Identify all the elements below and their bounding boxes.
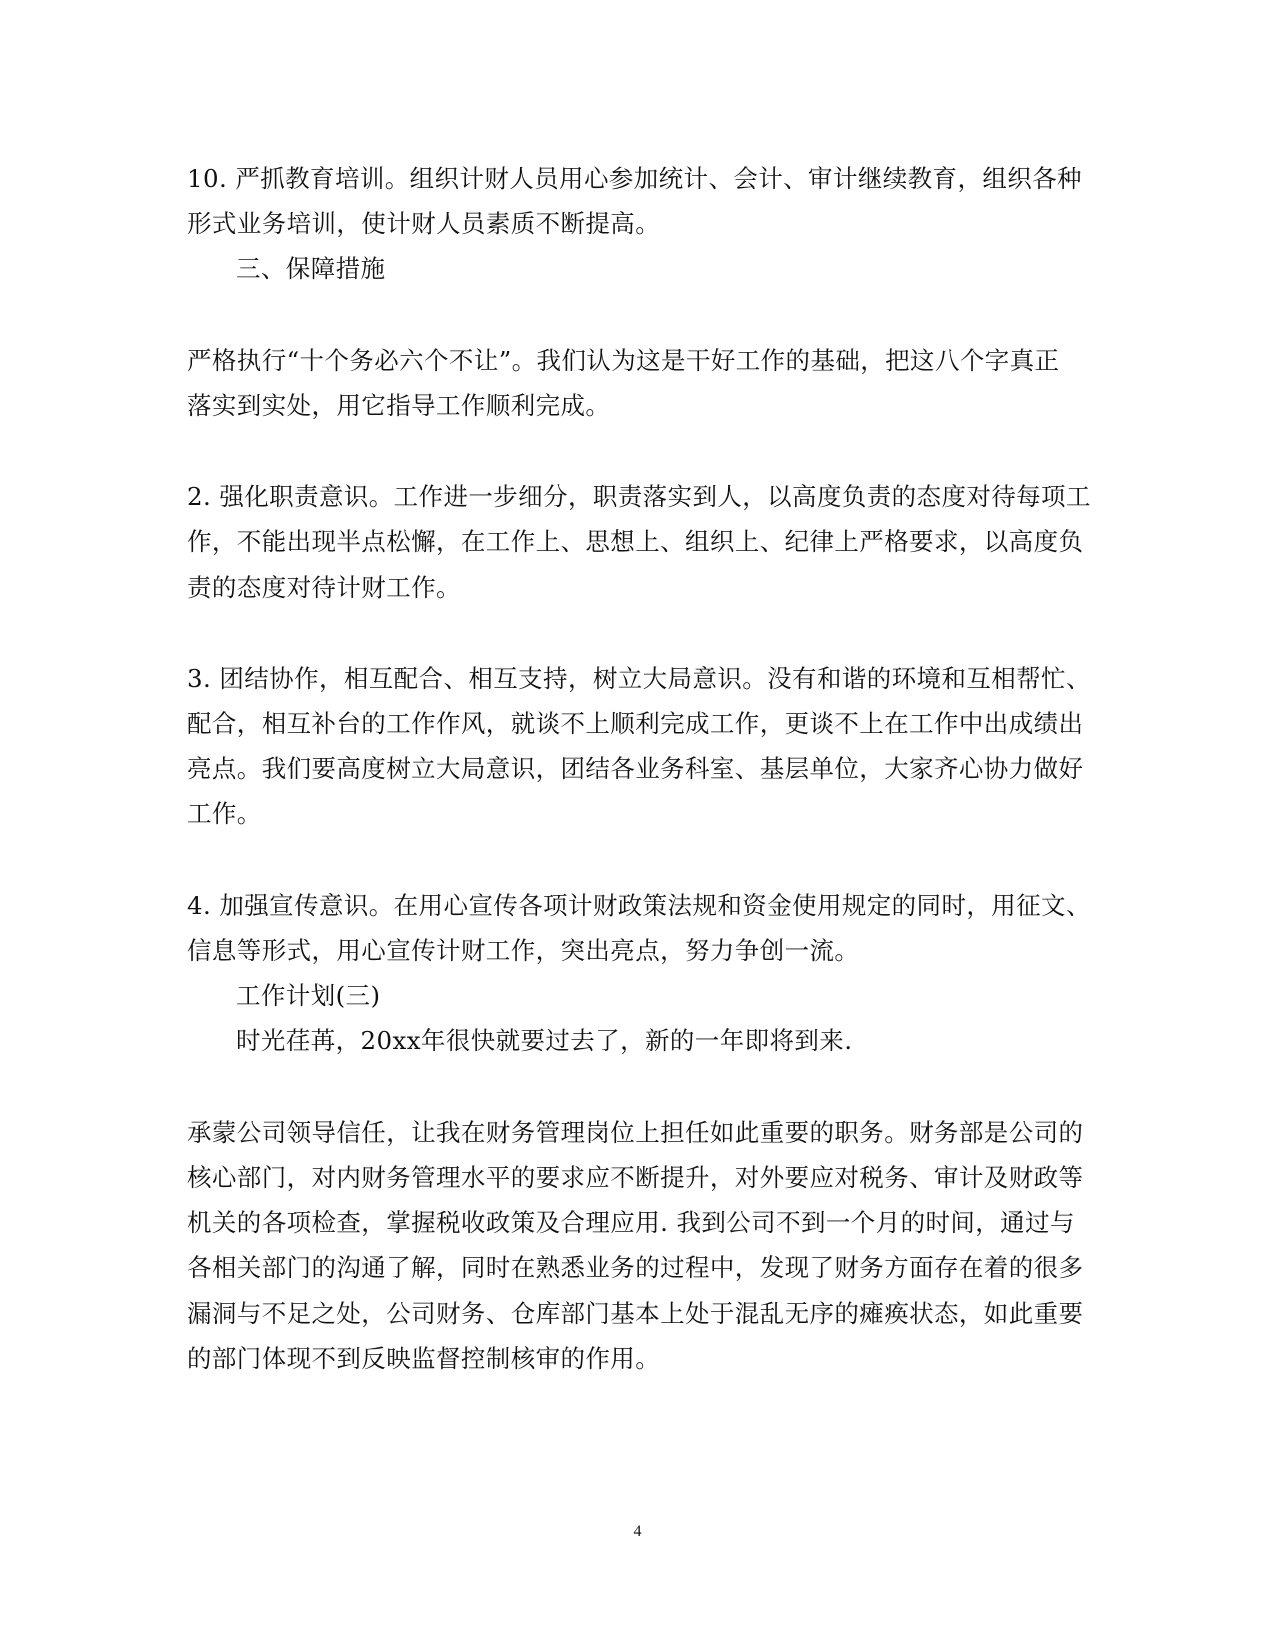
paragraph-3-line-1: 3. 团结协作，相互配合、相互支持，树立大局意识。没有和谐的环境和互相帮忙、 — [187, 664, 1091, 693]
paragraph-4-line-1: 4. 加强宣传意识。在用心宣传各项计财政策法规和资金使用规定的同时，用征文、 — [187, 891, 1091, 920]
section-heading-safeguards: 三、保障措施 — [236, 254, 386, 283]
paragraph-3-line-2: 配合，相互补台的工作作风，就谈不上顺利完成工作，更谈不上在工作中出成绩出 — [187, 709, 1084, 738]
paragraph-10-line-1: 10. 严抓教育培训。组织计财人员用心参加统计、会计、审计继续教育，组织各种 — [187, 164, 1082, 193]
work-plan-heading: 工作计划(三) — [236, 981, 381, 1010]
paragraph-2-line-2: 作，不能出现半点松懈，在工作上、思想上、组织上、纪律上严格要求，以高度负 — [187, 527, 1084, 556]
paragraph-5-line-3: 机关的各项检查，掌握税收政策及合理应用. 我到公司不到一个月的时间，通过与 — [187, 1208, 1075, 1237]
paragraph-4-line-2: 信息等形式，用心宣传计财工作，突出亮点，努力争创一流。 — [187, 936, 860, 965]
paragraph-5-line-2: 核心部门，对内财务管理水平的要求应不断提升，对外要应对税务、审计及财政等 — [187, 1163, 1084, 1192]
intro-line: 时光荏苒，20xx年很快就要过去了，新的一年即将到来. — [236, 1026, 853, 1055]
paragraph-1-line-2: 落实到实处，用它指导工作顺利完成。 — [187, 391, 611, 420]
paragraph-2-line-1: 2. 强化职责意识。工作进一步细分，职责落实到人，以高度负责的态度对待每项工 — [187, 482, 1091, 511]
paragraph-5-line-6: 的部门体现不到反映监督控制核审的作用。 — [187, 1344, 661, 1373]
paragraph-5-line-4: 各相关部门的沟通了解，同时在熟悉业务的过程中，发现了财务方面存在着的很多 — [187, 1253, 1084, 1282]
page-number: 4 — [633, 1523, 642, 1540]
paragraph-1-line-1: 严格执行“十个务必六个不让”。我们认为这是干好工作的基础，把这八个字真正 — [187, 346, 1060, 375]
paragraph-5-line-1: 承蒙公司领导信任，让我在财务管理岗位上担任如此重要的职务。财务部是公司的 — [187, 1118, 1084, 1147]
paragraph-3-line-3: 亮点。我们要高度树立大局意识，团结各业务科室、基层单位，大家齐心协力做好 — [187, 754, 1084, 783]
paragraph-10-line-2: 形式业务培训，使计财人员素质不断提高。 — [187, 209, 661, 238]
paragraph-3-line-4: 工作。 — [187, 799, 262, 828]
paragraph-2-line-3: 责的态度对待计财工作。 — [187, 573, 461, 602]
paragraph-5-line-5: 漏洞与不足之处，公司财务、仓库部门基本上处于混乱无序的瘫痪状态，如此重要 — [187, 1299, 1084, 1328]
